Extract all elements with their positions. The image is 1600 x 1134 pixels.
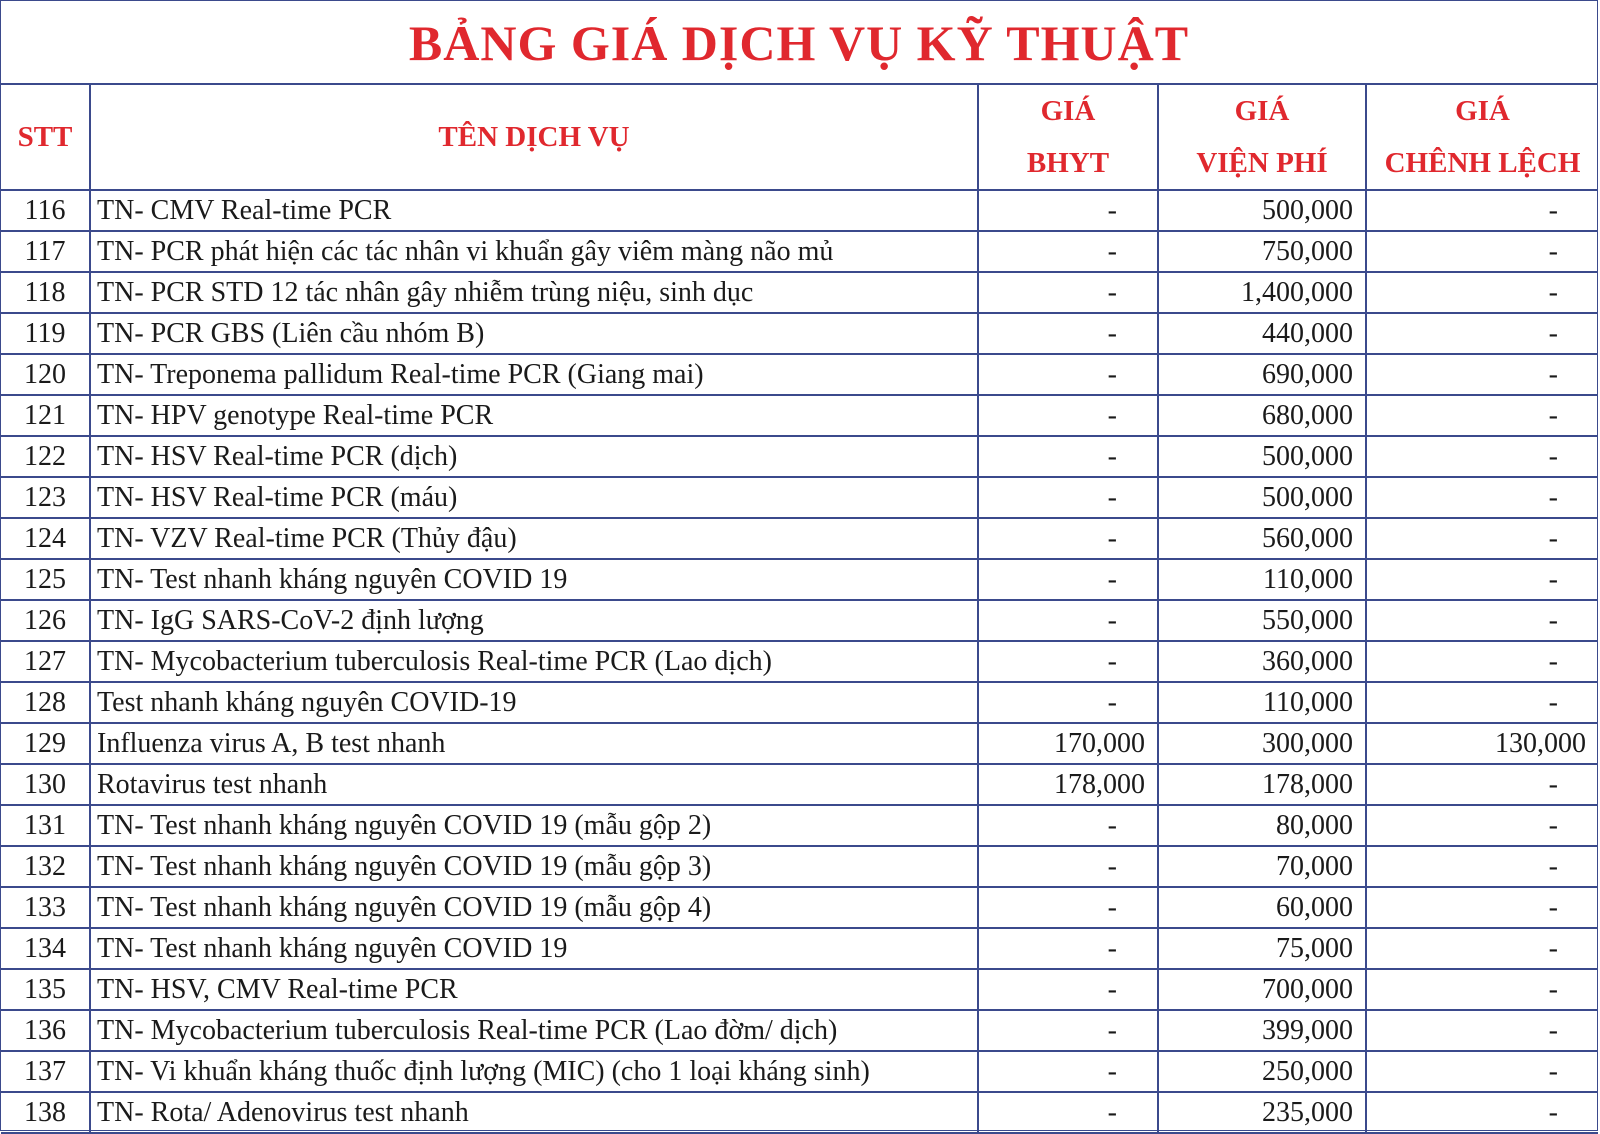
header-hospital-fee	[1158, 85, 1366, 190]
cell-bhyt-price: -	[978, 1092, 1158, 1133]
cell-hospital-fee: 110,000	[1158, 682, 1366, 723]
table-row	[1, 190, 1598, 231]
cell-hospital-fee: 300,000	[1158, 723, 1366, 764]
cell-stt: 120	[1, 354, 90, 395]
cell-stt: 127	[1, 641, 90, 682]
cell-price-difference: -	[1366, 1051, 1598, 1092]
cell-hospital-fee: 560,000	[1158, 518, 1366, 559]
cell-service-name: TN- HSV, CMV Real-time PCR	[90, 969, 978, 1010]
cell-hospital-fee: 178,000	[1158, 764, 1366, 805]
cell-hospital-fee: 60,000	[1158, 887, 1366, 928]
cell-service-name: TN- IgG SARS-CoV-2 định lượng	[90, 600, 978, 641]
cell-bhyt-price: 178,000	[978, 764, 1158, 805]
cell-bhyt-price: -	[978, 272, 1158, 313]
cell-service-name: TN- Rota/ Adenovirus test nhanh	[90, 1092, 978, 1133]
cell-service-name: TN- Mycobacterium tuberculosis Real-time PCR (Lao dịch)	[90, 641, 978, 682]
cell-hospital-fee: 1,400,000	[1158, 272, 1366, 313]
cell-stt: 136	[1, 1010, 90, 1051]
header-price-difference	[1366, 85, 1598, 190]
price-table	[1, 85, 1598, 1134]
cell-price-difference: -	[1366, 272, 1598, 313]
cell-price-difference: -	[1366, 641, 1598, 682]
cell-bhyt-price: -	[978, 1010, 1158, 1051]
cell-stt: 135	[1, 969, 90, 1010]
cell-price-difference: -	[1366, 1010, 1598, 1051]
cell-bhyt-price: -	[978, 928, 1158, 969]
cell-stt: 125	[1, 559, 90, 600]
cell-service-name: Influenza virus A, B test nhanh	[90, 723, 978, 764]
cell-stt: 118	[1, 272, 90, 313]
header-bhyt-line-2: BHYT	[1026, 147, 1110, 179]
cell-price-difference: -	[1366, 805, 1598, 846]
header-service-name: TÊN DỊCH VỤ	[90, 85, 978, 190]
cell-service-name: Rotavirus test nhanh	[90, 764, 978, 805]
cell-hospital-fee: 110,000	[1158, 559, 1366, 600]
cell-hospital-fee: 700,000	[1158, 969, 1366, 1010]
cell-hospital-fee: 680,000	[1158, 395, 1366, 436]
cell-bhyt-price: -	[978, 231, 1158, 272]
cell-price-difference: -	[1366, 764, 1598, 805]
cell-price-difference: -	[1366, 559, 1598, 600]
cell-price-difference: -	[1366, 518, 1598, 559]
cell-price-difference: -	[1366, 846, 1598, 887]
cell-stt: 129	[1, 723, 90, 764]
cell-bhyt-price: -	[978, 477, 1158, 518]
table-row	[1, 1051, 1598, 1092]
cell-bhyt-price: -	[978, 1051, 1158, 1092]
cell-price-difference: -	[1366, 1092, 1598, 1133]
cell-service-name: TN- PCR GBS (Liên cầu nhóm B)	[90, 313, 978, 354]
table-row	[1, 969, 1598, 1010]
cell-bhyt-price: -	[978, 805, 1158, 846]
cell-hospital-fee: 75,000	[1158, 928, 1366, 969]
cell-price-difference: -	[1366, 436, 1598, 477]
cell-stt: 138	[1, 1092, 90, 1133]
cell-hospital-fee: 500,000	[1158, 190, 1366, 231]
table-row	[1, 641, 1598, 682]
cell-stt: 134	[1, 928, 90, 969]
cell-service-name: Test nhanh kháng nguyên COVID-19	[90, 682, 978, 723]
table-header	[1, 85, 1598, 190]
cell-bhyt-price: -	[978, 436, 1158, 477]
cell-bhyt-price: -	[978, 395, 1158, 436]
header-bhyt-line-1: GIÁ	[1040, 95, 1096, 127]
cell-stt: 128	[1, 682, 90, 723]
header-bhyt-price	[978, 85, 1158, 190]
table-row	[1, 477, 1598, 518]
cell-bhyt-price: 170,000	[978, 723, 1158, 764]
cell-service-name: TN- HSV Real-time PCR (dịch)	[90, 436, 978, 477]
table-row	[1, 436, 1598, 477]
table-row	[1, 764, 1598, 805]
cell-stt: 121	[1, 395, 90, 436]
table-row	[1, 559, 1598, 600]
cell-hospital-fee: 550,000	[1158, 600, 1366, 641]
table-body	[1, 190, 1598, 1133]
cell-stt: 130	[1, 764, 90, 805]
cell-bhyt-price: -	[978, 518, 1158, 559]
cell-bhyt-price: -	[978, 969, 1158, 1010]
cell-price-difference: -	[1366, 928, 1598, 969]
cell-bhyt-price: -	[978, 559, 1158, 600]
cell-price-difference: -	[1366, 969, 1598, 1010]
cell-bhyt-price: -	[978, 682, 1158, 723]
table-row	[1, 723, 1598, 764]
cell-bhyt-price: -	[978, 190, 1158, 231]
cell-price-difference: -	[1366, 600, 1598, 641]
cell-stt: 117	[1, 231, 90, 272]
cell-service-name: TN- Test nhanh kháng nguyên COVID 19	[90, 928, 978, 969]
cell-stt: 126	[1, 600, 90, 641]
cell-service-name: TN- Test nhanh kháng nguyên COVID 19 (mẫu gộp 3)	[90, 846, 978, 887]
table-row	[1, 231, 1598, 272]
cell-price-difference: -	[1366, 313, 1598, 354]
page-title: BẢNG GIÁ DỊCH VỤ KỸ THUẬT	[1, 1, 1597, 85]
cell-hospital-fee: 80,000	[1158, 805, 1366, 846]
table-row	[1, 1092, 1598, 1133]
cell-service-name: TN- Test nhanh kháng nguyên COVID 19	[90, 559, 978, 600]
header-hospital-fee-line-2: VIỆN PHÍ	[1196, 147, 1328, 179]
cell-service-name: TN- HSV Real-time PCR (máu)	[90, 477, 978, 518]
cell-hospital-fee: 70,000	[1158, 846, 1366, 887]
table-row	[1, 846, 1598, 887]
cell-bhyt-price: -	[978, 354, 1158, 395]
cell-stt: 122	[1, 436, 90, 477]
cell-price-difference: -	[1366, 682, 1598, 723]
cell-hospital-fee: 690,000	[1158, 354, 1366, 395]
cell-stt: 132	[1, 846, 90, 887]
cell-hospital-fee: 235,000	[1158, 1092, 1366, 1133]
header-stt: STT	[1, 85, 90, 190]
cell-price-difference: -	[1366, 477, 1598, 518]
cell-service-name: TN- CMV Real-time PCR	[90, 190, 978, 231]
cell-hospital-fee: 750,000	[1158, 231, 1366, 272]
cell-service-name: TN- PCR STD 12 tác nhân gây nhiễm trùng niệu, sinh dục	[90, 272, 978, 313]
table-row	[1, 518, 1598, 559]
cell-price-difference: -	[1366, 231, 1598, 272]
cell-price-difference: -	[1366, 887, 1598, 928]
cell-hospital-fee: 500,000	[1158, 477, 1366, 518]
cell-service-name: TN- Vi khuẩn kháng thuốc định lượng (MIC) (cho 1 loại kháng sinh)	[90, 1051, 978, 1092]
table-row	[1, 354, 1598, 395]
header-price-difference-line-2: CHÊNH LỆCH	[1384, 147, 1581, 179]
cell-price-difference: -	[1366, 190, 1598, 231]
table-row	[1, 272, 1598, 313]
header-row	[1, 85, 1598, 190]
cell-hospital-fee: 360,000	[1158, 641, 1366, 682]
cell-hospital-fee: 500,000	[1158, 436, 1366, 477]
cell-stt: 133	[1, 887, 90, 928]
cell-stt: 119	[1, 313, 90, 354]
table-row	[1, 928, 1598, 969]
cell-bhyt-price: -	[978, 600, 1158, 641]
cell-bhyt-price: -	[978, 846, 1158, 887]
table-row	[1, 395, 1598, 436]
cell-stt: 131	[1, 805, 90, 846]
cell-service-name: TN- Mycobacterium tuberculosis Real-time PCR (Lao đờm/ dịch)	[90, 1010, 978, 1051]
cell-price-difference: -	[1366, 395, 1598, 436]
cell-stt: 123	[1, 477, 90, 518]
cell-service-name: TN- HPV genotype Real-time PCR	[90, 395, 978, 436]
header-price-difference-line-1: GIÁ	[1455, 95, 1510, 127]
cell-hospital-fee: 399,000	[1158, 1010, 1366, 1051]
cell-price-difference: 130,000	[1366, 723, 1598, 764]
cell-hospital-fee: 250,000	[1158, 1051, 1366, 1092]
cell-service-name: TN- VZV Real-time PCR (Thủy đậu)	[90, 518, 978, 559]
table-row	[1, 600, 1598, 641]
cell-service-name: TN- PCR phát hiện các tác nhân vi khuẩn gây viêm màng não mủ	[90, 231, 978, 272]
cell-service-name: TN- Test nhanh kháng nguyên COVID 19 (mẫu gộp 4)	[90, 887, 978, 928]
table-row	[1, 805, 1598, 846]
cell-bhyt-price: -	[978, 313, 1158, 354]
cell-bhyt-price: -	[978, 887, 1158, 928]
table-row	[1, 313, 1598, 354]
cell-service-name: TN- Test nhanh kháng nguyên COVID 19 (mẫu gộp 2)	[90, 805, 978, 846]
table-row	[1, 682, 1598, 723]
cell-service-name: TN- Treponema pallidum Real-time PCR (Giang mai)	[90, 354, 978, 395]
cell-hospital-fee: 440,000	[1158, 313, 1366, 354]
cell-stt: 137	[1, 1051, 90, 1092]
header-hospital-fee-line-1: GIÁ	[1234, 95, 1290, 127]
cell-stt: 116	[1, 190, 90, 231]
table-row	[1, 887, 1598, 928]
table-row	[1, 1010, 1598, 1051]
cell-stt: 124	[1, 518, 90, 559]
cell-bhyt-price: -	[978, 641, 1158, 682]
cell-price-difference: -	[1366, 354, 1598, 395]
